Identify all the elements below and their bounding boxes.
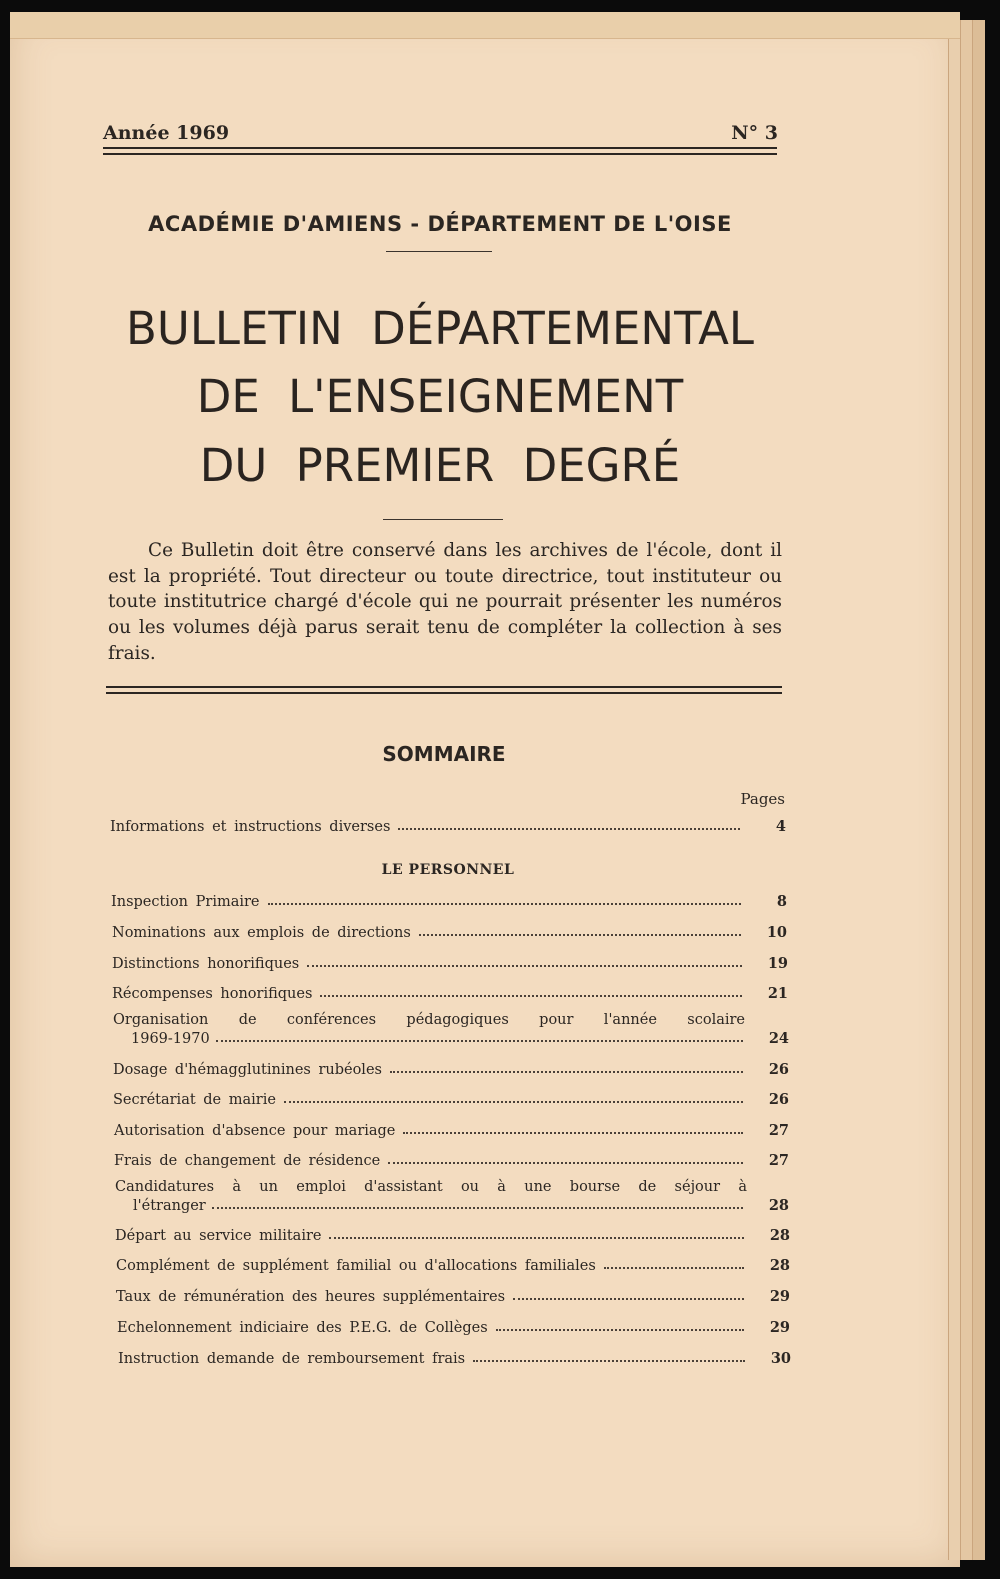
toc-dot-leader: [329, 1237, 744, 1239]
toc-page: 26: [768, 1061, 789, 1078]
page-edge: [972, 20, 985, 1560]
toc-row: [112, 921, 787, 941]
toc-dot-leader: [398, 828, 740, 830]
toc-dot-leader: [513, 1298, 744, 1300]
toc-page: 27: [768, 1152, 789, 1169]
toc-page: 10: [766, 924, 787, 941]
toc-dot-leader: [496, 1329, 744, 1331]
toc-page: 4: [775, 818, 786, 835]
toc-page: 19: [767, 955, 788, 972]
toc-dot-leader: [419, 934, 741, 936]
toc-label: Taux de rémunération des heures supplémentaires: [116, 1289, 506, 1305]
issue-number: N° 3: [731, 122, 778, 144]
divider: [383, 519, 503, 520]
toc-label: Candidatures à un emploi d'assistant ou à une bourse de séjour à: [115, 1179, 747, 1195]
summary-heading: SOMMAIRE: [382, 742, 506, 766]
toc-label: Secrétariat de mairie: [113, 1092, 276, 1108]
academy-line: ACADÉMIE D'AMIENS - DÉPARTEMENT DE L'OISE: [148, 212, 732, 236]
header-double-rule: [103, 147, 777, 155]
toc-page: 29: [769, 1288, 790, 1305]
title-line-1: BULLETIN DÉPARTEMENTAL: [126, 302, 754, 355]
toc-page: 21: [767, 985, 788, 1002]
toc-dot-leader: [307, 965, 742, 967]
toc-label: Instruction demande de remboursement frais: [118, 1351, 466, 1367]
toc-label: Nominations aux emplois de directions: [112, 925, 411, 941]
toc-row: [111, 890, 787, 910]
toc-page: 28: [768, 1197, 789, 1214]
toc-label-cont: l'étranger: [133, 1198, 206, 1214]
toc-dot-leader: [268, 903, 741, 905]
toc-row: [115, 1179, 791, 1215]
toc-page: 29: [769, 1319, 790, 1336]
toc-row: [115, 1224, 790, 1244]
toc-dot-leader: [284, 1101, 743, 1103]
section-double-rule: [106, 686, 782, 694]
section-title: LE PERSONNEL: [381, 862, 515, 878]
toc-label: Informations et instructions diverses: [110, 819, 391, 835]
top-fold: [10, 12, 960, 39]
toc-dot-leader: [216, 1040, 743, 1042]
toc-dot-leader: [212, 1207, 743, 1209]
toc-page: 26: [768, 1091, 789, 1108]
toc-row: [110, 815, 786, 835]
toc-row: [113, 1088, 789, 1108]
toc-page: 24: [768, 1030, 789, 1047]
toc-page: 27: [768, 1122, 789, 1139]
toc-dot-leader: [403, 1132, 743, 1134]
toc-dot-leader: [390, 1071, 743, 1073]
toc-dot-leader: [320, 995, 742, 997]
toc-row-continuation: [131, 1027, 789, 1047]
toc-label: Dosage d'hémagglutinines rubéoles: [113, 1062, 382, 1078]
toc-row: [112, 982, 788, 1002]
toc-label: Récompenses honorifiques: [112, 986, 313, 1002]
toc-label: Départ au service militaire: [115, 1228, 322, 1244]
toc-dot-leader: [388, 1162, 743, 1164]
title-line-3: DU PREMIER DEGRÉ: [199, 439, 681, 492]
title-line-2: DE L'ENSEIGNEMENT: [196, 370, 684, 423]
toc-label: Echelonnement indiciaire des P.E.G. de Collèges: [117, 1320, 488, 1336]
toc-page: 28: [769, 1227, 790, 1244]
toc-row: [116, 1285, 790, 1305]
toc-row: [114, 1149, 789, 1169]
toc-row: [113, 1012, 789, 1048]
pages-column-label: Pages: [740, 790, 785, 808]
toc-dot-leader: [604, 1267, 744, 1269]
toc-row: [113, 1058, 789, 1078]
toc-label: Autorisation d'absence pour mariage: [114, 1123, 396, 1139]
toc-page: 8: [776, 893, 787, 910]
toc-page: 28: [769, 1257, 790, 1274]
toc-dot-leader: [473, 1360, 745, 1362]
toc-page: 30: [770, 1350, 791, 1367]
toc-row: [114, 1119, 789, 1139]
toc-label: Organisation de conférences pédagogiques pour l'année scolaire: [113, 1012, 745, 1028]
toc-label: Frais de changement de résidence: [114, 1153, 381, 1169]
toc-label: Complément de supplément familial ou d'allocations familiales: [116, 1258, 596, 1274]
toc-row: [117, 1316, 790, 1336]
toc-label: Inspection Primaire: [111, 894, 260, 910]
issue-year: Année 1969: [103, 122, 230, 144]
toc-row: [118, 1347, 791, 1367]
toc-row-continuation: [133, 1194, 789, 1214]
toc-row: [116, 1254, 790, 1274]
toc-row: [112, 952, 788, 972]
toc-label: Distinctions honorifiques: [112, 956, 300, 972]
notice-paragraph: Ce Bulletin doit être conservé dans les archives de l'école, dont il est la propriété. Tout directeur ou toute directrice, tout instituteur ou toute institutrice chargé d'école qui ne pourrait présenter les numéros ou les volumes déjà parus serait tenu de compléter la collection à ses frais.: [108, 540, 782, 664]
toc-label-cont: 1969-1970: [131, 1031, 210, 1047]
divider: [386, 251, 492, 252]
